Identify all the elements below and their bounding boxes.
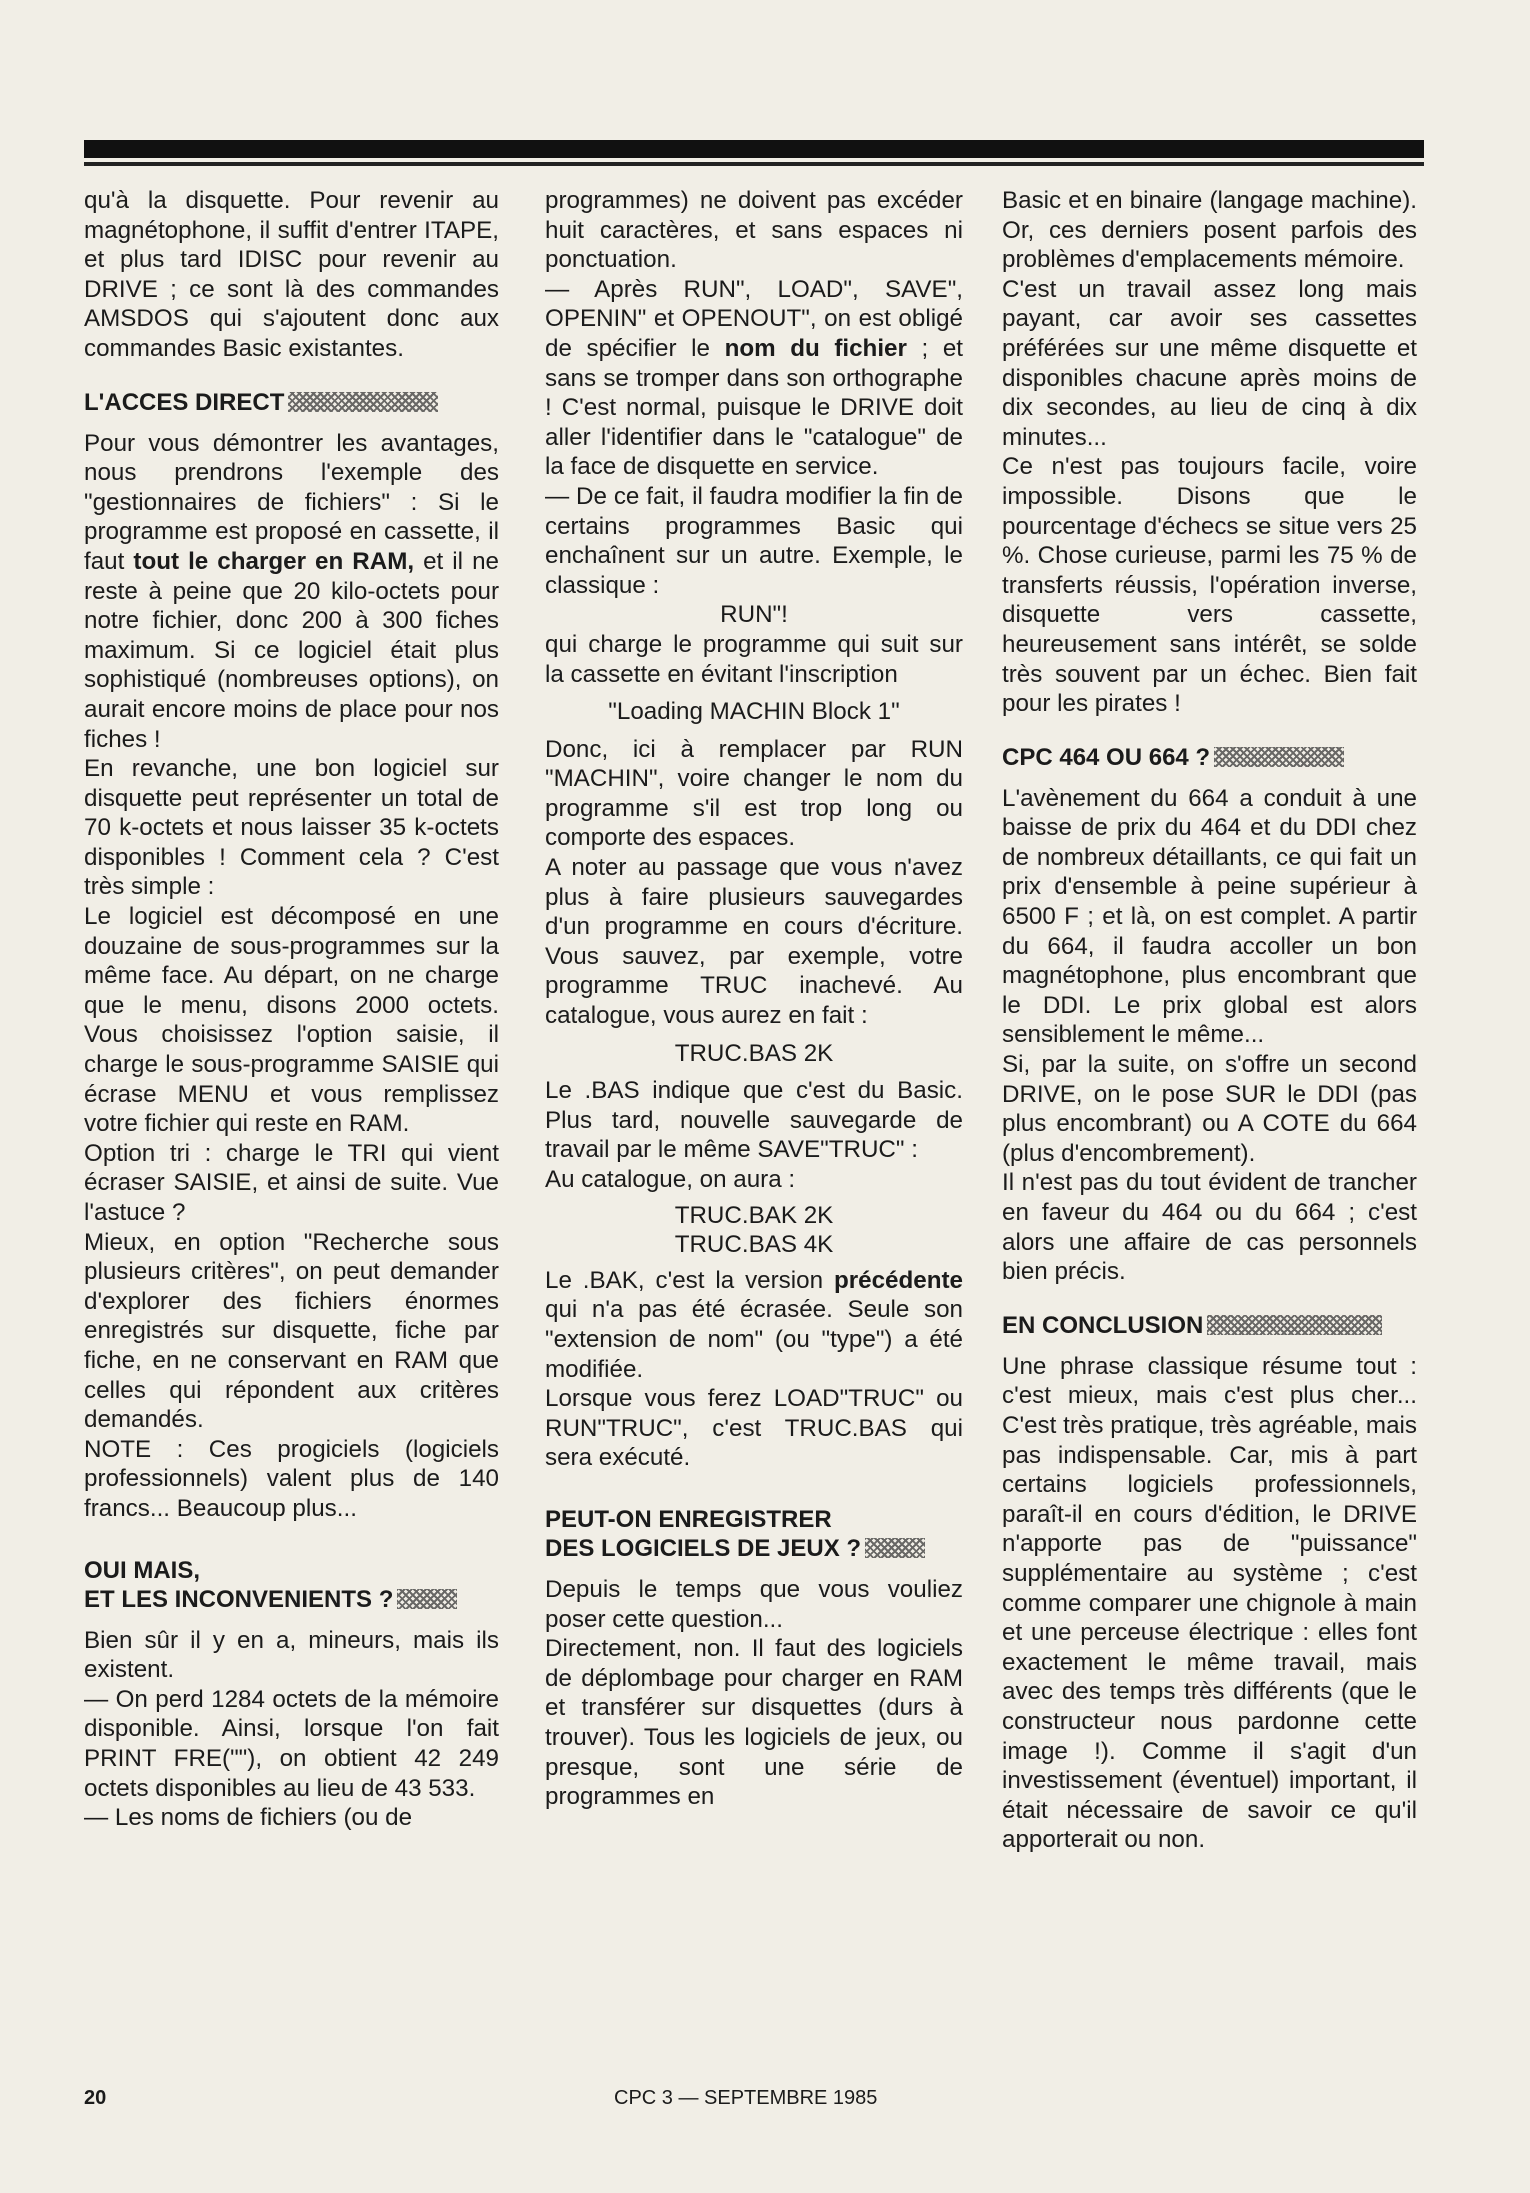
- column-middle: [545, 186, 963, 1812]
- hatch-ornament-icon: [397, 1589, 457, 1609]
- hatch-ornament-icon: [865, 1538, 925, 1558]
- paragraph: Donc, ici à remplacer par RUN "MACHIN", voire changer le nom du programme s'il est trop long ou comporte des espaces.: [545, 735, 963, 852]
- column-left: [84, 186, 499, 1833]
- hatch-ornament-icon: [288, 392, 438, 412]
- paragraph: — Après RUN", LOAD", SAVE", OPENIN" et OPENOUT", on est obligé de spécifier le nom du fichier ; et sans se tromper dans son orthographe ! C'est normal, puisque le DRIVE doit aller l'identifier dans le "catalogue" de la face de disquette en service.: [545, 275, 963, 481]
- code-line: TRUC.BAS 2K: [674, 1039, 834, 1067]
- section-heading-acces-direct: L'ACCES DIRECT: [84, 388, 499, 417]
- hatch-ornament-icon: [1214, 747, 1344, 767]
- paragraph: — De ce fait, il faudra modifier la fin de certains programmes Basic qui enchaînent sur un autre. Exemple, le classique :: [545, 482, 963, 599]
- paragraph: Depuis le temps que vous vouliez poser cette question...: [545, 1575, 963, 1633]
- code-line: TRUC.BAS 4K: [674, 1231, 834, 1259]
- paragraph: Il n'est pas du tout évident de trancher en faveur du 464 ou du 664 ; c'est alors une affaire de cas personnels bien précis.: [1002, 1169, 1417, 1286]
- paragraph: Lorsque vous ferez LOAD"TRUC" ou RUN"TRUC", c'est TRUC.BAS qui sera exécuté.: [545, 1385, 963, 1472]
- column-right: [1002, 186, 1417, 1855]
- paragraph: qu'à la disquette. Pour revenir au magnétophone, il suffit d'entrer ITAPE, et plus tard IDISC pour revenir au DRIVE ; ce sont là des commandes AMSDOS qui s'ajoutent donc aux commandes Basic existantes.: [84, 187, 499, 362]
- paragraph: En revanche, une bon logiciel sur disquette peut représenter un total de 70 k-octets et nous laisser 35 k-octets disponibles ! Comment cela ? C'est très simple :: [84, 755, 499, 901]
- paragraph: Le .BAK, c'est la version précédente qui n'a pas été écrasée. Seule son "extension de nom" (ou "type") a été modifiée.: [545, 1266, 963, 1383]
- code-line: RUN"!: [720, 601, 788, 629]
- paragraph: C'est un travail assez long mais payant, car avoir ses cassettes préférées sur une même disquette et disponibles chacune après moins de dix secondes, au lieu de cinq à dix minutes...: [1002, 275, 1417, 451]
- section-heading-cpc: CPC 464 OU 664 ?: [1002, 743, 1417, 772]
- paragraph: qui charge le programme qui suit sur la cassette en évitant l'inscription: [545, 630, 963, 688]
- section-heading-jeux: PEUT-ON ENREGISTRER DES LOGICIELS DE JEUX ?: [545, 1505, 963, 1563]
- paragraph: Si, par la suite, on s'offre un second DRIVE, on le pose SUR le DDI (pas plus encombrant) ou A COTE du 664 (plus d'encombrement).: [1002, 1051, 1417, 1167]
- paragraph: — Les noms de fichiers (ou de: [84, 1804, 413, 1832]
- paragraph: Mieux, en option "Recherche sous plusieurs critères", on peut demander d'explorer des fichiers énormes enregistrés sur disquette, fiche par fiche, en ne conservant en RAM que celles qui répondent aux critères demandés.: [84, 1228, 499, 1434]
- paragraph: NOTE : Ces progiciels (logiciels professionnels) valent plus de 140 francs... Beaucoup plus...: [84, 1435, 499, 1522]
- code-line: TRUC.BAK 2K: [674, 1201, 834, 1229]
- hatch-ornament-icon: [1207, 1315, 1382, 1335]
- issue-footer: CPC 3 — SEPTEMBRE 1985: [614, 2087, 878, 2109]
- paragraph: L'avènement du 664 a conduit à une baisse de prix du 464 et du DDI chez de nombreux détaillants, ce qui fait un prix d'ensemble à peine supérieur à 6500 F ; et là, on est complet. A partir du 664, il faudra accoller un bon magnétophone, plus encombrant que le DDI. Le prix global est alors sensiblement le même...: [1002, 784, 1417, 1049]
- code-line: "Loading MACHIN Block 1": [608, 698, 900, 726]
- header-rule-thin: [84, 162, 1424, 166]
- paragraph: Option tri : charge le TRI qui vient écraser SAISIE, et ainsi de suite. Vue l'astuce ?: [84, 1139, 499, 1226]
- paragraph: Ce n'est pas toujours facile, voire impossible. Disons que le pourcentage d'échecs se situe vers 25 %. Chose curieuse, parmi les 75 % de transferts réussis, l'opération inverse, disquette vers cassette, heureusement sans intérêt, se solde très souvent par un échec. Bien fait pour les pirates !: [1002, 453, 1417, 718]
- paragraph: Pour vous démontrer les avantages, nous prendrons l'exemple des "gestionnaires de fichiers" : Si le programme est proposé en cassette, il faut tout le charger en RAM, et il ne reste à peine que 20 kilo-octets pour notre fichier, donc 200 à 300 fiches maximum. Si ce logiciel était plus sophistiqué (nombreuses options), on aurait encore moins de place pour nos fiches !: [84, 429, 499, 753]
- paragraph: A noter au passage que vous n'avez plus à faire plusieurs sauvegardes d'un programme en cours d'écriture. Vous sauvez, par exemple, votre programme TRUC inachevé. Au catalogue, vous aurez en fait :: [545, 854, 963, 1030]
- paragraph: — On perd 1284 octets de la mémoire disponible. Ainsi, lorsque l'on fait PRINT FRE(""), on obtient 42 249 octets disponibles au lieu de 43 533.: [84, 1685, 499, 1802]
- section-heading-inconvenients: OUI MAIS, ET LES INCONVENIENTS ?: [84, 1556, 499, 1614]
- paragraph: Bien sûr il y en a, mineurs, mais ils existent.: [84, 1626, 499, 1684]
- page-number: 20: [84, 2087, 107, 2109]
- paragraph: programmes) ne doivent pas excéder huit caractères, et sans espaces ni ponctuation.: [545, 187, 963, 274]
- paragraph: Basic et en binaire (langage machine). Or, ces derniers posent parfois des problèmes d'emplacements mémoire.: [1002, 187, 1417, 274]
- header-rule: [84, 140, 1424, 158]
- paragraph: Le .BAS indique que c'est du Basic. Plus tard, nouvelle sauvegarde de travail par le même SAVE"TRUC" :: [545, 1077, 963, 1164]
- paragraph: Au catalogue, on aura :: [545, 1166, 796, 1193]
- paragraph: Une phrase classique résume tout : c'est mieux, mais c'est plus cher... C'est très pratique, très agréable, mais pas indispensable. Car, mis à part certains logiciels professionnels, paraît-il en cours d'édition, le DRIVE n'apporte pas de "puissance" supplémentaire au système ; c'est comme comparer une chignole à main et une perceuse électrique : elles font exactement le même travail, mais avec des temps très différents (que le constructeur nous pardonne cette image !). Comme il s'agit d'un investissement (éventuel) important, il était nécessaire de savoir ce qu'il apporterait ou non.: [1002, 1352, 1417, 1854]
- paragraph: Le logiciel est décomposé en une douzaine de sous-programmes sur la même face. Au départ, on ne charge que le menu, disons 2000 octets. Vous choisissez l'option saisie, il charge le sous-programme SAISIE qui écrase MENU et vous remplissez votre fichier qui reste en RAM.: [84, 903, 499, 1138]
- section-heading-conclusion: EN CONCLUSION: [1002, 1311, 1417, 1340]
- paragraph: Directement, non. Il faut des logiciels de déplombage pour charger en RAM et transférer sur disquettes (durs à trouver). Tous les logiciels de jeux, ou presque, sont une série de programmes en: [545, 1635, 963, 1811]
